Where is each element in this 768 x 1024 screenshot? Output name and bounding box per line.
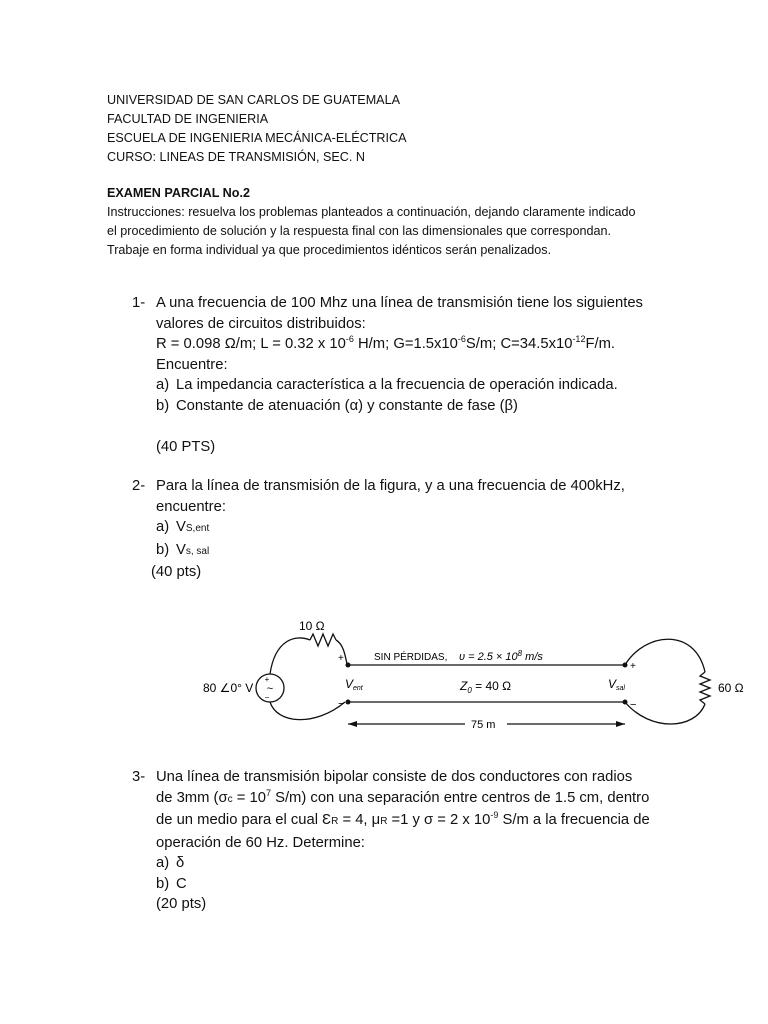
problem-3-line1: Una línea de transmisión bipolar consiste de dos conductores con radios [156,769,633,785]
vent-minus: − [338,698,345,710]
problem-1-encuentre: Encuentre: [156,356,228,373]
terminal-dot [346,700,351,705]
source-plus: + [264,675,270,684]
terminal-dot [346,663,351,668]
problem-3-line4: operación de 60 Hz. Determine: [156,834,365,851]
length-label: 75 m [471,719,496,731]
exam-instructions-block [107,184,647,260]
problem-3-line2: de 3mm ($\sigma c = 10^7$ S/m) con una separación entre centros de 1.5 cm, dentro [156,787,650,806]
resistor-10-ohm [310,634,336,646]
problem-3-item-a: a) δ [156,855,185,871]
load-top-wire [625,639,705,672]
problem-3 [132,767,650,915]
problem-3-item-b: b) C [156,875,187,892]
university-name: UNIVERSIDAD DE SAN CARLOS DE GUATEMALA [107,93,400,107]
problem-2 [132,476,625,583]
source-minus: − [264,693,270,702]
problem-2-line1: Para la línea de transmisión de la figura, y a una frecuencia de 400kHz, [156,478,625,494]
problem-3-points: (20 pts) [156,896,207,912]
problem-2-item-b: b) Vs, sal [156,541,210,558]
source-tilde: ~ [266,683,274,695]
problem-1-item-b: b) Constante de atenuación (α) y constante de fase (β) [156,397,518,414]
exam-title: EXAMEN PARCIAL No.2 [107,186,250,200]
problem-1-line1: A una frecuencia de 100 Mhz una línea de transmisión tiene los siguientes [156,295,643,311]
vent-label: Vent [345,677,363,692]
resistor-label: 10 Ω [299,619,325,633]
problem-1-points: (40 PTS) [156,438,216,455]
school-name: ESCUELA DE INGENIERIA MECÁNICA-ELÉCTRICA [107,131,407,145]
instructions-text: Instrucciones: resuelva los problemas planteados a continuación, dejando claramente indicado el procedimiento de solución y la respuesta final con las dimensionales que correspondan. Trabaje en forma individual ya que procedimientos idénticos serán penalizados. [107,205,636,257]
load-resistor-60-ohm [700,672,710,704]
vent-plus: + [338,653,344,664]
arrowhead-right [616,721,625,727]
problem-1 [132,293,643,457]
load-bottom-wire [625,702,705,724]
problem-2-line2: encuentre: [156,498,226,515]
transmission-line-circuit [195,612,765,740]
velocity-label: $\upsilon = 2.5 \times 10^8$ m/s [459,649,543,663]
problem-1-item-a: a) La impedancia característica a la frecuencia de operación indicada. [156,377,618,393]
problem-2-number: 2- [132,478,146,494]
lossless-label: SIN PÉRDIDAS, [374,652,448,663]
faculty-name: FACULTAD DE INGENIERIA [107,112,269,126]
source-bottom-wire [270,702,345,720]
vsal-plus: + [630,661,636,672]
problem-1-values: R = 0.098 Ω/m; L = 0.32 x $10^{-6}$ H/m; $G=1.5x10^{-6}S/m$; $C=34.5x10^{-12}F/m$. [156,334,616,352]
problem-2-points: (40 pts) [151,564,202,580]
problem-2-item-a: a) VS,ent [156,519,210,535]
problem-3-line3: de un medio para el cual ƐR = 4, μR =1 y σ = 2 x $10^{-9}$ S/m a la frecuencia de [156,810,650,828]
terminal-dot [623,700,628,705]
problem-1-line2: valores de circuitos distribuidos: [156,315,366,332]
problem-3-number: 3- [132,769,146,785]
terminal-dot [623,663,628,668]
problem-1-number: 1- [132,295,146,311]
load-label: 60 Ω [718,681,744,695]
arrowhead-left [348,721,357,727]
source-top-wire [270,638,310,674]
vsal-label: Vsal [608,677,625,692]
course-name: CURSO: LINEAS DE TRANSMISIÓN, SEC. N [107,150,365,164]
document-header [107,91,407,167]
z0-label: $Z_0 = 40$ Ω [460,679,512,695]
vsal-minus: − [630,699,637,711]
source-label: 80 ∠0° V [203,681,254,695]
